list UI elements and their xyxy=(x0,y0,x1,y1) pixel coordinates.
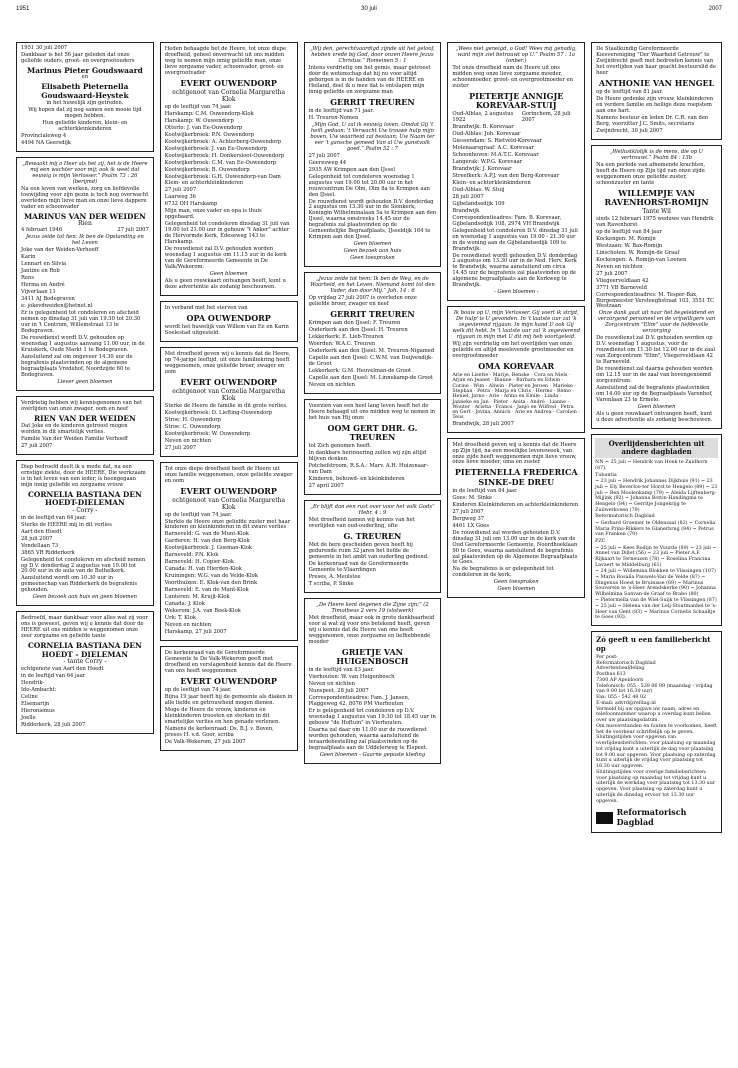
n1-top: 1951 30 juli 2007 xyxy=(21,45,68,51)
notice-c2b: In verband met het sterven van OPA OUWENDORP wordt het huwelijk van Willem van Ee en Karin Soelestad uitgesteld. xyxy=(160,301,298,342)
notice-c4c: Met droefheid geven wij u kennis dat de Heere op Zijn tijd, na een moeilijke levensweek, van onze zijde heeft weggenomen mijn lieve vrouw, onze lieve moeder, oma en zuster PIETERNELLA FREDERICA SINKE-DE DREU in de leeftijd van 84 jaar. Goes: M. Sinke Kinderen Kleinkinderen en achterkleinkinderen 27 juli 2007 Bergweg 37 4461 LX Goes De rouwdienst zal worden gehouden D.V. dinsdag 31 juli om 13.00 uur in de kerk van de Oud Gereformeerde Gemeente, Noordhoeklaan 90 te Goes, waarna aansluitend de begrafenis zal plaatsvinden op de Algemene Begraafplaats te Goes. Na de begrafenis is er gelegenheid tot condoleren in de kerk. Geen toespraken Geen bloemen xyxy=(447,438,585,599)
column-1 xyxy=(16,42,154,1056)
header-center: 30 juli xyxy=(361,6,377,12)
reformatorisch-logo: Reformatorisch Dagblad xyxy=(596,808,717,827)
notice-n1: 1951 30 juli 2007 Dankbaar is het 56 jaar geleden dat onze geliefde ouders, groot- en overgrootouders Marinus Pieter Goudswaard en Elisabeth Pieternella Goudswaard-Heystek in het huwelijk zijn getreden. Wij hopen dat zij nog samen een mooie tijd mogen hebben. Hun geliefde kinderen, klein- en achterkleinkinderen Provincialeweg 4 4494 NA Geersdijk xyxy=(16,42,154,152)
column-2 xyxy=(160,42,298,1056)
notice-c3c: Voorzien van een heel lang leven heeft het de Heere behaagd uit ons midden weg te nemen in het huis van Hij onze OOM GERT DHR. G. TREUREN tot Zich genomen heeft. In dankbare herinnering zullen wij zijn altijd blijven denken. Potchefstroom, R.S.A.: Marv. A.H. Huizenaar-van Dam Kinderen, behuwd- en kleinkinderen 27 april 2007 xyxy=(304,399,442,495)
notice-c2c: Met droefheid geven wij u kennis dat de Heere, op 74-jarige leeftijd, uit onze familiekring heeft weggenomen, onze geliefde broer, zwager en oom EVERT OUWENDORP echtgenoot van Cornelia Margaretha Klok Sterke de Heere de familie in dit grote verlies. Kootwijkerbroek: D. Liefting-Ouwendorp Stroe: H. Ouwendorp Stroe: C. Ouwendorp Kootwijkerbroek: W. Ouwendorp Neven en nichten 27 juli 2007 xyxy=(160,347,298,457)
n2-dates: 4 februari 1946 27 juli 2007 xyxy=(21,227,149,234)
columns xyxy=(16,42,722,1056)
column-5 xyxy=(591,42,722,1056)
notice-c2a: Heden behaagde het de Heere, tot onze diepe droefheid, geheel onverwacht uit ons midden weg te nemen mijn innig geliefde man, onze lieve zorgzame vader, schoonvader, groot- en overgrootvader EVERT OUWENDORP echtgenoot van Cornelia Margaretha Klok op de leeftijd van 74 jaar. Harskamp: C.M. Ouwendorp-Klok Harskamp: W. Ouwendorp Otterlo: J. van Ee-Ouwendorp Kootwijkerbroek: P.N. Ouwendorp Kootwijkerbroek: A. Achterberg-Ouwendorp Kootwijkerbroek: J. van Ee-Ouwendorp Kootwijkerbroek: H. Donkersloot-Ouwendorp Kootwijkerbroek: C.M. van Ee-Ouwendorp Kootwijkerbroek: B. Ouwendorp Kootwijkerbroek: G.H. Ouwendorp-van Dam Klein- en achterkleinkinderen 27 juli 2007 Laarweg 36 6732 DH Harskamp Mijn man, onze vader en opa is thuis opgebaard. Gelegenheid tot condoleren dinsdag 31 juli van 19.00 tot 21.00 uur in gebouw "t Anker" achter de Hervormde Kerk, Edeseweg 143 te Harskamp. De rouwdienst zal D.V. gehouden worden woensdag 1 augustus om 11.15 uur in de kerk van de Gereformeerde Gemeente in De Valk/Wekerom. Geen bloemen Als u geen rouwkaart ontvangen heeft, kunt u deze advertentie als zodanig beschouwen. xyxy=(160,42,298,296)
c4a-dates: Oud-Alblas, 2 augustus 1922 Gorinchem, 28 juli 2007 xyxy=(452,111,571,124)
page-header xyxy=(16,6,722,20)
notice-c3e: „De Heere kent degenen die Zijne zijn;” (2 Timotheus 2 vers 19 (slotwerk) Met droefheid, maar ook in grote dankbaarheid voor al wat zij voor ons betekend heeft, geven wij u kennis dat de Heere van ons heeft weggenomen, onze zorgzame en liefhebbende moeder GRIETJE VAN HUIGENBOSCH in de leeftijd van 83 jaar. Vierhouten: W. van Huigenbosch Neven en nichten Nunspeet, 28 juli 2007 Correspondentieadres: Fam. J. Jansen, Plaggeweg 42, 8076 PM Vierhouten Er is gelegenheid tot condoleren op D.V. woensdag 1 augustus van 19.30 tot 18.45 uur in gebouw "de Hoftuin" in Vierhouten. Daarna zal daar om 11.00 uur de rouwdienst worden gehouden, waarna aansluitend de teraardebestelling zal plaatsvinden op de begraafplaats aan de Uddelerweg te Elspeet. Geen bloemen - Gaarne gepaste kleding xyxy=(304,598,442,764)
notice-c2e: De kerkenraad van de Gereformeerde Gemeente te De Valk-Wekerom geeft met droefheid en verslagenheid kennis dat de Heere van ons heeft weggenomen EVERT OUWENDORP op de leeftijd van 74 jaar. Bijna 19 jaar heeft hij de gemeente als diaken in alle liefde en getrouwheid mogen dienen. Moge de Heere de vrouw, kinderen en kleinkinderen troosten en sterken in dit smartelijke verlies en hen genade verlenen. Namens de kerkenraad: Ds. B.J. v. Boven, preses H. v.d. Goor, scriba De Valk-Wekerom, 27 juli 2007 xyxy=(160,646,298,751)
notice-n2: „Bewaakt mij o Heer als het zij, het is de Heere mij een wachter voor mij; ook ik weet dat eeuwig is mijn Verlosser.” Psalm 73 : 26 (berijmd) Na een leven van werken, zorg en liefdevolle toewijding voor zijn gezin is toch nog overwacht overleden mijn lieve man en onze lieve dappere vader en schoonvader MARINUS VAN DER WEIDEN Rien 4 februari 1946 27 juli 2007 Jezus zeide tot hen: Ik ben de Opstanding en het Leven Joke van der Weiden-Verhoeff Karin Lennart en Silvia Jantine en Rob Rens Herma en André Vijverlaan 11 3411 AJ Bodegraven e: jokevdweiden@hetnet.nl Er is gelegenheid tot condoleren en afscheid nemen op dinsdag 31 juli van 19.30 tot 20.30 uur in 't Centrum, Willemstraat 13 te Bodegraven. De rouwdienst wordt D.V. gehouden op woensdag 1 augustus aanvang 11.00 uur, in de Kruiskerk, Oude Markt 1 te Bodegraven. Aansluitend zal om ongeveer 14.30 uur de begrafenis plaatsvinden op de algemene begraafplaats Vredehof, Noordzijde 60 te Bodegraven. Liever geen bloemen xyxy=(16,157,154,390)
logo-mark-icon xyxy=(596,812,612,824)
header-right: 2007 xyxy=(708,6,722,12)
notice-n3: Verdrietig hebben wij kennisgenomen van het overlijden van onze zwager, oom en neef RIEN VAN DER WEIDEN Dat Joke en de kinderen getroost mogen worden in dit smartelijk verlies. Familie Van der Weiden Familie Verhoeff 27 juli 2007 xyxy=(16,396,154,455)
notice-n5: Bedroefd, maar dankbaar voor alles wat zij voor ons is geweest, geven wij u kennis dat door de HEERE uit ons midden is weggenomen onze zeer zorgzame en geliefde tante CORNELIA BASTIANA DEN HOEDT - DIELEMAN - tante Corry - echtgenote van Aart den Hoedt in de leeftijd van 64 jaar Hendrik- Ido-Ambacht: Celine Elsemarijn Hieroniemus Joelle Ridderkerk, 28 juli 2007 xyxy=(16,611,154,734)
notice-c5c: Overlijdensberichten uit andere dagbladen NN ~ 25 juli ~ Hendrik van Hoek te Zuidhorn (87). Tubantia ~ 23 juli ~ Hendrik Johannes Dijkhuis (91) ~ 23 juli ~ Ely Beverloo-ter Horst te Hengelo (89) ~ 23 juli ~ Ben Moolenkamp (79) ~ Aleida Lijftenberg-Mijjink (92) ~ Johanna Bottin-Handingma te Hengelo (84) ~ Gerritje Jongekrijg te Zuilwerkveen (79) Reformatorisch Dagblad ~ Gerhard Groenier te Oldenzaal (82) ~ Cornelia Maria Prins-Rikkers te Glanerbrug (84) ~ Petrus van Franken (79) PZC ~ 25 juli ~ Kees Rodijn te Vuurde (89) ~ 23 juli ~ Annet van Dillet (56) ~ 23 juli ~ Pieter A.F. Rijkaart te Terneuzen (78) ~ Roselina Francina Lavaert te Middelburg (61) ~ 24 juli ~ Willemina Blokken te Vlissingen (107) ~ Maria Rosalia Pauwels-Van de Velde (87) ~ Dingenus Hoest te Bruinisse (69) ~ Marinus Souverein te 's-Heer Arendskerke (90) ~ Johanna Wilhelmina Sanvan-de Graaf te Brabo (80) ~ Pietermella van de Wiel-Suijk te Vlissingen (87) ~ 25 juli ~ Helena van der Lelj-Stoutmanhel te 's-Heer van Gent (83) ~ Marinus Cornelis Schaaltje te Goes (93). xyxy=(591,434,722,626)
notice-c4b: Ik bouw op U, mijn Verlosser. Gij voert ik strijd, De hulp' is U gevonden. In 't laatste uur zal 'k zegevierend rijgaan. In mijn hand U ook Gij welk dit hebt. In 't laatste uur zal 'k zegevierend rijgaan in mijn met U dit mij heb voortgeleid. Wij zijn verdrietig om het overlijden van onze geliefde en altijd meelevende grootmoeder en overgrootmoeder OMA KOREVAAR Arie en Lisette · Marije, Renske · Cora en Niels · Arjan en Jeanet · Bianne · Barbara en Edwin · Corine · Wim · Aliwin · Pieter en Jeroen · Marieke · Stephan · Petra · Marja en Chris · Hermo · Remo · Heniel, Jarno · Arie · Arina en Emile · Linda · Janneke en Jan · Pieter · Anita · André · Lianne · Wouter · Aristta · Francs · Janjo en Wilfred · Petra en Gert · Jovina, Annich · Arie en Andrea · Carolien · Teus Brandwijk, 28 juli 2007 xyxy=(447,306,585,432)
notice-c3d: „Er blijft dan een rust over voor het volk Gods” Hebr. 4 : 9 Met droefheid namen wij kennis van het overlijden van oud-ouderling, ofte G. TREUREN Met de here gescheiden geven heeft hij gedurende ruim 32 jaren het liefde de gemeente in het ambt van ouderling gediend. De kerkenraad van de Gereformeerde Gemeente te Vlaardingen Preses, A. Meulstee T scriba, P. Sinke xyxy=(304,500,442,593)
notice-c5d: Zó geeft u een familiebericht op Per post: Reformatorisch Dagblad Advertentieafdeling Postbus 613 7300 AP Apeldoorn Telefonisch: 055 - 539 06 99 (maandag - vrijdag van 9.00 tot 16.30 uur) Fax: 055 - 542 48 02 E-mail: advrd@refdag.nl Vermeld bij uw opgave uw naam, adres en telefoonnummer waarop u overdag kunt bellen over uw plaatsingsdatum. Om misverstanden en fouten te voorkomen, heeft het de voorkeur schriftelijk op te geven. Sluitingstijden voor opgeven van overlijdensberichten: voor plaatsing op maandag tot vrijdag kunt u uiterlijk de dag voor plaatsing tot 9.00 uur opgeven. Voor plaatsing op zaterdag kunt u uiterlijk de vrijdag voor plaatsing tot 16.30 uur opgeven. Sluitingstijden voor overige familieberichten: voor plaatsing op maandag tot vrijdag kunt u uiterlijk de werkdag voor plaatsing tot 13.30 uur opgeven. Voor plaatsing op zaterdag kunt u uiterlijk de dinsdag ervoor tot 13.30 uur opgeven. Reformatorisch Dagblad xyxy=(591,631,722,832)
column-3 xyxy=(304,42,442,1056)
notice-n4: Diep bedroefd deelt ik u mede dat, na een ernstige ziekte, door de HEERE, Die werkzaam is in het leven van een ieder, is heengegaan mijn innig geliefde en zorgzame vrouw CORNELIA BASTIANA DEN HOEDT-DIELEMAN - Corry - in de leeftijd van 64 jaar. Sterks de HEERE mij in dit verlies Aart den Hoedt 28 juli 2007 Vondellaan 73 3865 VR Ridderkerk Gelegenheid tot condoleren en afscheid nemen op D.V. donderdag 2 augustus van 19.00 tot 20.00 uur in de aula van de Bethelkerk. Aansluitend wordt om 10.30 uur in gemeenschap van Ridderkerk de begrafenis gehouden. Geen bezoek aan huis en geen bloemen xyxy=(16,460,154,606)
notice-c2d: Tot onze diepe droefheid heeft de Heere uit onze familie weggenomen, onze geliefde zwager en oom EVERT OUWENDORP echtgenoot van Cornelia Margaretha Klok op de leeftijd van 74 jaar. Sterkte de Heere onze geliefde zuster met haar kinderen en kleinkinderen in dit zware verlies Barneveld: G. van de Munt-Klok Garderen: H. van den Berg-Klok Kootwijkerbroek: J. Goeman-Klok Barneveld: P.N. Klok Barneveld: H. Copier-Klok Canada: H. van Hierden-Klok Kruiningen: W.G. van de Velde-Klok Voorthuizen: E. Klok-van den Brink Barneveld: E. van de Munt-Klok Lunteren: M. Kruijt-Klok Canada: J. Klok Wekerom: J.A. van Beek-Klok Urk: T. Klok Neven en nichten Harskamp, 27 juli 2007 xyxy=(160,462,298,641)
notice-c4a: „Wees niet geneigd, o God! Wees mij genadig, want mijn ziel betrouwt op U.” Psalm 57 : 1a (onber.) Tot onze droefheid nam de Heere uit ons midden weg onze lieve zorgzame moeder, schoonmoeder, groot- en overgrootmoeder en zuster PIETERTJE ANNIGJE KOREVAAR-STUIJ Oud-Alblas, 2 augustus 1922 Gorinchem, 28 juli 2007 Brandwijk: B. Korevaar Oud-Alblas: Joh. Korevaar Giessendam: S. Rietveld-Korevaar Molenaarsgraaf: A.C. Korevaar Schoonhoven: M.A.T.C. Korevaar Langerak: W.P.G. Korevaar Brandwijk: J. Korevaar Streefkerk: A.P.J. van den Berg-Korevaar Klein- en achterkleinkinderen Oud-Alblas: W. Stuij 28 juli 2007 Gijbelandsedijk 109 Brandwijk Correspondentieadres: Fam. B. Korevaar, Gijbelandsedijk 108, 2974 VH Brandwijk Gelegenheid tot condoleren D.V. dinsdag 31 juli en woensdag 1 augustus van 19.00 - 21.30 uur in de woning aan de Gijbelandsedijk 109 te Brandwijk. De rouwdienst wordt gehouden D.V. donderdag 2 augustus om 13.30 uur in de Ned. Herv. Kerk te Brandwijk, waarna aansluitend om circa 14.45 uur de begrafenis zal plaatsvinden op de algemene begraafplaats aan de Kerkweg te Brandwijk. - Geen bloemen - xyxy=(447,42,585,301)
c4b-list: Arie en Lisette · Marije, Renske · Cora en Niels · Arjan en Jeanet · Bianne · Barbara en Edwin · Corine · Wim · Aliwin · Pieter en Jeroen · Marieke · Stephan · Petra · Marja en Chris · Hermo · Remo · Heniel, Jarno · Arie · Arina en Emile · Linda · Janneke en Jan · Pieter · Anita · André · Lianne · Wouter · Aristta · Francs · Janjo en Wilfred · Petra en Gert · Jovina, Annich · Arie en Andrea · Carolien · Teus xyxy=(452,373,580,421)
header-left: 1951 xyxy=(16,6,30,12)
notice-c5b: „Wellustklolijk is de mens, die op U vertrouwt.” Psalm 84 : 13b Na een periode van afnemende krachten, heeft de Heere op Zijn tijd van onze zijde weggenomen onze geliefde zuster, schoonzuster en tante WILLEMPJE VAN RAVENHORST-ROMIJN Tante Wil sinds 12 februari 1975 weduwe van Hendrik van Ravenhorst op de leeftijd van 84 jaar Kockengen: M. Romijn Westzaan: W. Bax-Romijn Linschoten: W. Romijn-de Graaf Kockengen: A. Romijn-van Loenen Neven en nichten 27 juli 2007 Vliegeerveldlaan 42 3771 VB Barneveld Correspondentieadres: M. Tesper-Bax, Burgemeester Versteeghstraat 103, 3551 TC Westzaan Onze dank gaat uit naar het begeleidend en verzorgend personeel en de vrijwilligers van Zorgcentrum "Elim" voor de liefdevolle verzorging De rouwdienst zal D.V. gehouden worden op D.V. woensdag 1 augustus, voor de rouwdienst om 11.30 tot 12.00 uur in de zaal van Zorgcentrum "Elim", Vliegerveldlaan 42 te Barneveld. De rouwdienst zal daarna gehouden worden om 12.15 uur in de zaal van bovengenoemd zorgcentrum. Aansluitend zal de begrafenis plaatsvinden om 14.00 uur op de Begraafplaats Varenhof, Varenlaan 23 te Ermelo. Geen bloemen Als u geen rouwkaart ontvangen heeft, kunt u deze advertentie als zodanig beschouwen. xyxy=(591,145,722,429)
notice-c5a: De Staatkundig Gereformeerde Kiesvereniging "Der Waarheid Getrouw" te Zwijndrecht geeft met bedroefen kennis van het overlijden van haar geacht bestuurslid de heer ANTHONIE VAN HENGEL op de leeftijd van 81 jaar. De Heere gedenke zijn vrouw, kleinkinderen en verdere familie en heilige deze roepstem aan ons hart. Namens bestuur en leden Dr. C.R. van den Berg, voorzitter J.C. Smits, secretaris Zwijndrecht, 30 juli 2007 xyxy=(591,42,722,140)
notice-c3a: „Wij den, gerechtvaardigd zijnde uit het geloof, hebben vrede bij God, door onzen Heere Jezus Christus.” Romeinen 5 : 1 Intens verdrietig om het gemis, maar getroost door de wetenschap dat hij nu voor altijd geborgen is in de handen van de HEERE en Heiland, deel ik u mee dat is ontslapen mijn innig geliefde en zorgzame man GERRIT TREUREN in de leeftijd van 71 jaar. H. Treuren-Nomen „Mijn God, U zal ik eeuwig loven. Omdat Gij 't heilt gedaan; 't Verwacht Uw trouwe hulp mijn boven, Uw waarheid zal bestaan; Uw Naam ter eer 't gansche gemeed Van al Uw gunstvolk goed.” Psalm 52 : 7 27 juli 2007 Geeresweg 44 2935 AW Krimpen aan den IJssel Gelegenheid tot condoleren woensdag 1 augustus van 19.00 tot 20.00 uur in het rouwcentrum De Olm, Olm 8a te Krimpen aan den IJssel. De rouwdienst wordt gehouden D.V. donderdag 2 augustus om 13.30 uur in de Sionkerk, Koningin Wilhelminalaan 5a te Krimpen aan den IJssel, waarna omstreeks 14.45 uur de begrafenis zal plaatsvinden op de Gemeentelijke Begraafplaats, IJsseldijk 164 te Krimpen aan den IJssel. Geen bloemen Geen bezoek aan huis Geen toespraken xyxy=(304,42,442,267)
column-4 xyxy=(447,42,585,1056)
notice-c3b: „Jezus zeide tot hem: Ik ben de Weg, en de Waarheid, en het Leven. Niemand komt tot den Vader, dan door Mij.” Joh. 14 : 6 Op vrijdag 27 juli 2007 is overleden onze geliefde broer, zwager en neef GERRIT TREUREN Krimpen aan den IJssel: F. Treuren Ouderkerk aan den IJssel: H. Treuren Lekkerkerk: E. Lieb-Treuren Woerden: W.A.C. Treuren Ouderkerk aan den IJssel: M. Treuren-Nigamed Capelle aan den IJssel: C.W.M. van Duijvendijk-de Groot Lekkerkerk: G.M. Heuvelman-de Groot Capelle aan den IJssel: M. Linnekamp-de Groot Neven en nichten xyxy=(304,272,442,394)
